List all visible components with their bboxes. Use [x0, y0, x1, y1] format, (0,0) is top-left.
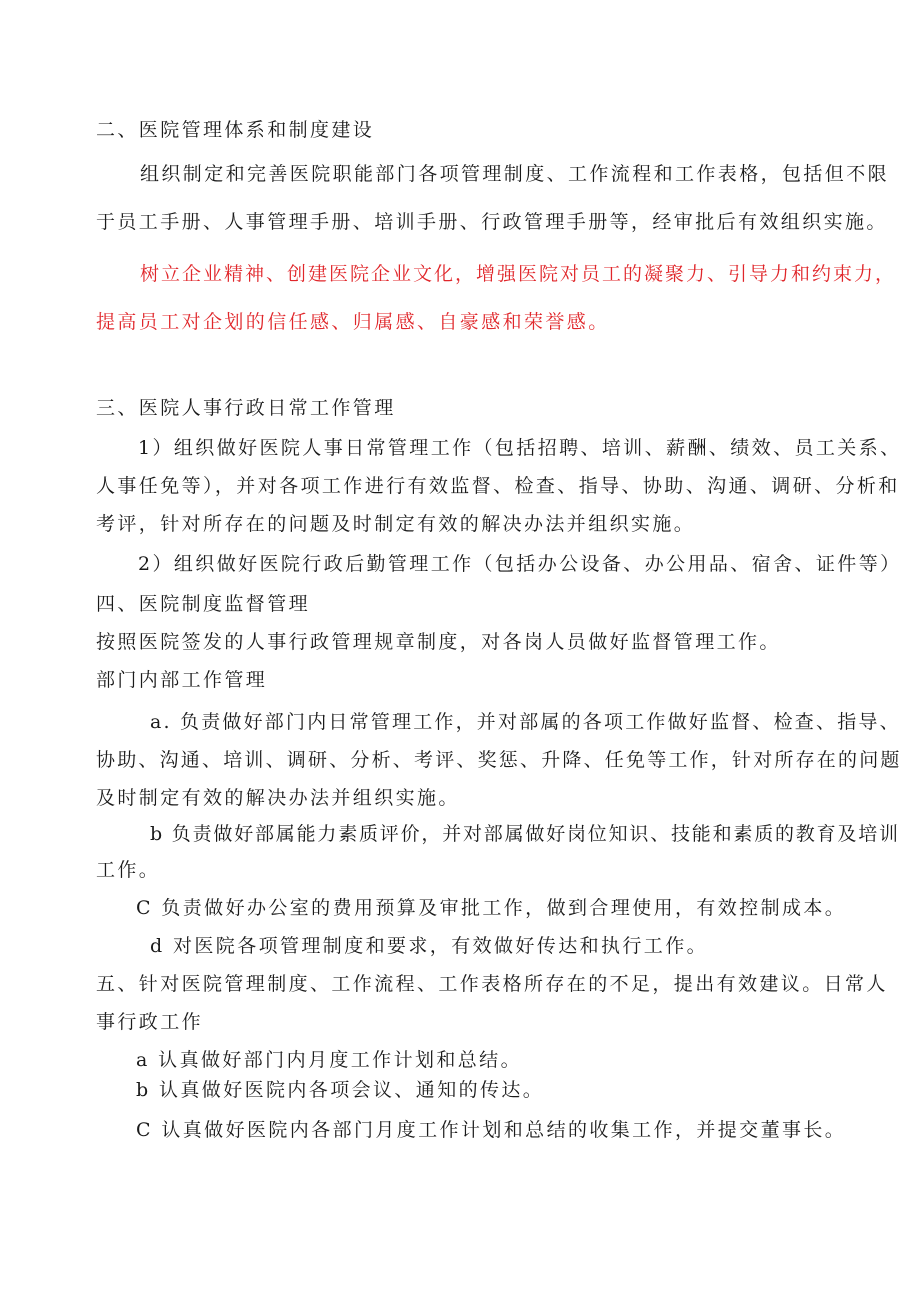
section-5-item-a: a 认真做好部门内月度工作计划和总结。 — [136, 1049, 522, 1071]
section-2-highlight-line: 提高员工对企划的信任感、归属感、自豪感和荣誉感。 — [96, 311, 610, 333]
section-4-item-a-line: a. 负责做好部门内日常管理工作，并对部属的各项工作做好监督、检查、指导、 — [150, 711, 901, 733]
section-4-item-b-line: b 负责做好部属能力素质评价，并对部属做好岗位知识、技能和素质的教育及培训 — [150, 823, 900, 845]
section-4-item-a-line: 及时制定有效的解决办法并组织实施。 — [96, 787, 460, 809]
section-3-heading: 三、医院人事行政日常工作管理 — [96, 397, 396, 419]
section-2-highlight-line: 树立企业精神、创建医院企业文化，增强医院对员工的凝聚力、引导力和约束力， — [140, 263, 897, 285]
section-3-item-1-line: 1）组织做好医院人事日常管理工作（包括招聘、培训、薪酬、绩效、员工关系、 — [138, 437, 902, 459]
section-2-paragraph-line: 组织制定和完善医院职能部门各项管理制度、工作流程和工作表格，包括但不限 — [140, 163, 890, 185]
section-4-heading: 四、医院制度监督管理 — [96, 593, 311, 615]
section-5-heading-line: 五、针对医院管理制度、工作流程、工作表格所存在的不足，提出有效建议。日常人 — [96, 973, 888, 995]
section-3-item-1-line: 人事任免等），并对各项工作进行有效监督、检查、指导、协助、沟通、调研、分析和 — [96, 475, 900, 497]
section-3-item-1-line: 考评，针对所存在的问题及时制定有效的解决办法并组织实施。 — [96, 513, 696, 535]
section-5-heading-line: 事行政工作 — [96, 1011, 204, 1033]
section-4-item-c: C 负责做好办公室的费用预算及审批工作，做到合理使用，有效控制成本。 — [136, 897, 847, 919]
section-4-item-d: d 对医院各项管理制度和要求，有效做好传达和执行工作。 — [150, 935, 709, 957]
section-2-paragraph-line: 于员工手册、人事管理手册、培训手册、行政管理手册等，经审批后有效组织实施。 — [96, 211, 888, 233]
section-5-item-b: b 认真做好医院内各项会议、通知的传达。 — [136, 1079, 545, 1101]
section-4-subheading: 部门内部工作管理 — [96, 669, 268, 691]
section-2-heading: 二、医院管理体系和制度建设 — [96, 119, 375, 141]
section-5-item-c: C 认真做好医院内各部门月度工作计划和总结的收集工作，并提交董事长。 — [136, 1119, 847, 1141]
section-4-paragraph: 按照医院签发的人事行政管理规章制度，对各岗人员做好监督管理工作。 — [96, 631, 781, 653]
section-4-item-b-line: 工作。 — [96, 859, 161, 881]
section-4-item-a-line: 协助、沟通、培训、调研、分析、考评、奖惩、升降、任免等工作，针对所存在的问题 — [96, 749, 902, 771]
section-3-item-2: 2）组织做好医院行政后勤管理工作（包括办公设备、办公用品、宿舍、证件等） — [138, 553, 902, 575]
